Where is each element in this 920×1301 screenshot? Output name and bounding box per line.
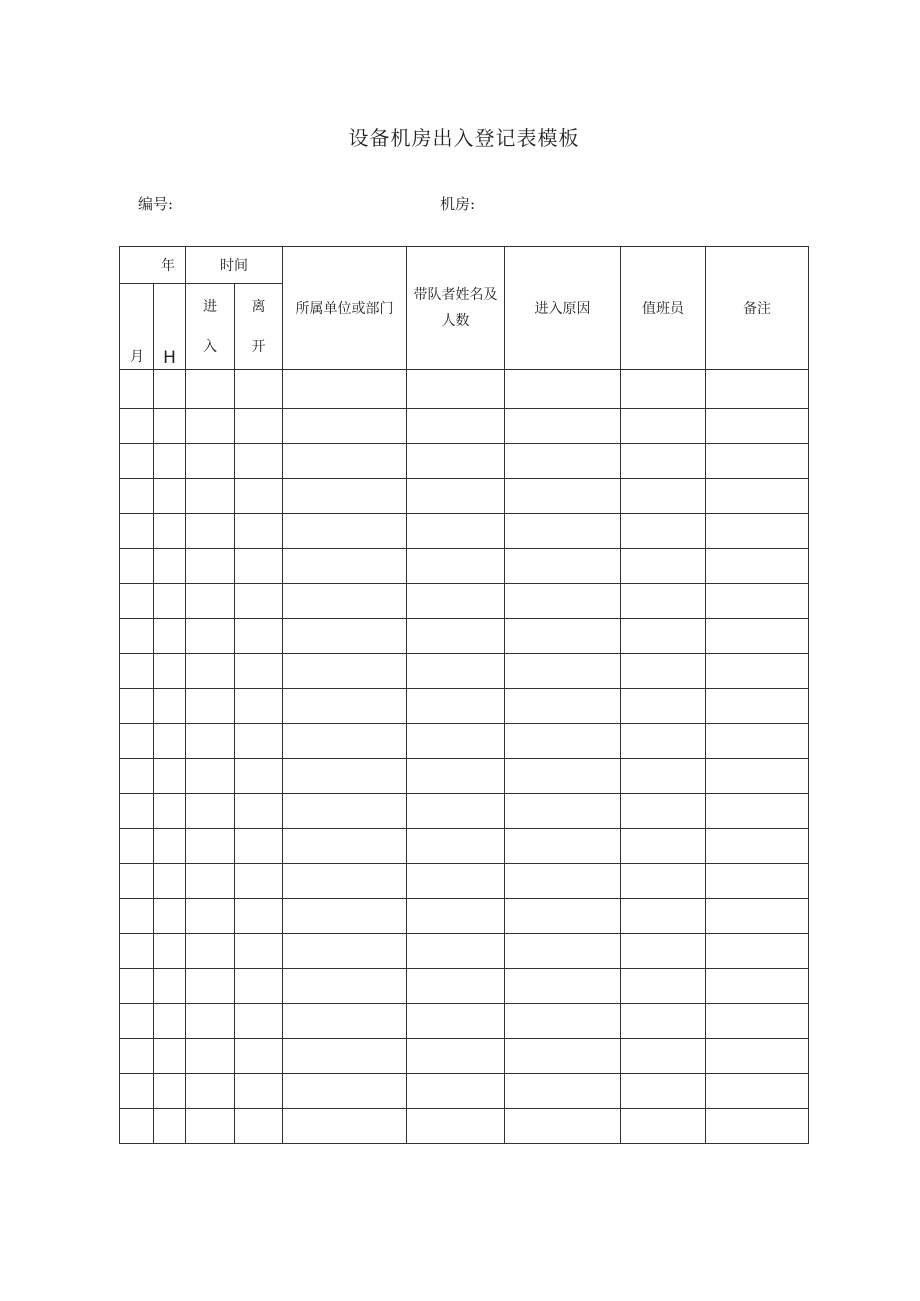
table-cell[interactable]: [186, 689, 235, 724]
table-cell[interactable]: [407, 899, 505, 934]
table-cell[interactable]: [235, 969, 283, 1004]
table-row: [120, 1039, 809, 1074]
table-cell[interactable]: [120, 794, 154, 829]
table-cell[interactable]: [621, 724, 706, 759]
table-cell[interactable]: [407, 864, 505, 899]
table-cell[interactable]: [621, 1039, 706, 1074]
table-cell[interactable]: [154, 479, 186, 514]
table-cell[interactable]: [407, 724, 505, 759]
table-cell[interactable]: [621, 549, 706, 584]
leave-header: 离开: [235, 284, 283, 370]
table-row: [120, 619, 809, 654]
table-cell[interactable]: [154, 619, 186, 654]
table-cell[interactable]: [120, 444, 154, 479]
table-cell[interactable]: [120, 370, 154, 409]
table-cell[interactable]: [706, 479, 809, 514]
table-cell[interactable]: [283, 829, 407, 864]
table-cell[interactable]: [621, 409, 706, 444]
table-cell[interactable]: [283, 549, 407, 584]
number-label: 编号:: [138, 195, 174, 213]
table-cell[interactable]: [235, 934, 283, 969]
table-cell[interactable]: [706, 370, 809, 409]
table-cell[interactable]: [154, 1004, 186, 1039]
table-cell[interactable]: [407, 829, 505, 864]
table-cell[interactable]: [621, 654, 706, 689]
table-cell[interactable]: [505, 899, 621, 934]
duty-header: 值班员: [621, 247, 706, 370]
table-cell[interactable]: [706, 969, 809, 1004]
table-cell[interactable]: [505, 829, 621, 864]
table-cell[interactable]: [235, 1074, 283, 1109]
table-cell[interactable]: [621, 934, 706, 969]
table-cell[interactable]: [505, 1074, 621, 1109]
table-cell[interactable]: [706, 514, 809, 549]
table-row: [120, 444, 809, 479]
table-cell[interactable]: [186, 479, 235, 514]
table-row: [120, 1004, 809, 1039]
table-cell[interactable]: [505, 1004, 621, 1039]
table-cell[interactable]: [120, 759, 154, 794]
table-cell[interactable]: [120, 864, 154, 899]
table-cell[interactable]: [120, 1004, 154, 1039]
table-row: [120, 794, 809, 829]
table-cell[interactable]: [621, 479, 706, 514]
day-header: H: [154, 284, 186, 370]
table-cell[interactable]: [407, 584, 505, 619]
department-header: 所属单位或部门: [283, 247, 407, 370]
table-cell[interactable]: [407, 549, 505, 584]
table-cell[interactable]: [235, 584, 283, 619]
table-row: [120, 864, 809, 899]
table-row: [120, 654, 809, 689]
table-cell[interactable]: [706, 1074, 809, 1109]
month-header: 月: [120, 284, 154, 370]
table-cell[interactable]: [407, 969, 505, 1004]
table-cell[interactable]: [706, 654, 809, 689]
table-cell[interactable]: [154, 829, 186, 864]
table-cell[interactable]: [154, 759, 186, 794]
table-cell[interactable]: [186, 409, 235, 444]
table-cell[interactable]: [505, 370, 621, 409]
table-cell[interactable]: [407, 934, 505, 969]
table-cell[interactable]: [186, 899, 235, 934]
table-cell[interactable]: [120, 479, 154, 514]
table-cell[interactable]: [235, 619, 283, 654]
table-cell[interactable]: [154, 1039, 186, 1074]
table-cell[interactable]: [706, 794, 809, 829]
table-cell[interactable]: [621, 370, 706, 409]
table-cell[interactable]: [235, 444, 283, 479]
reason-header: 进入原因: [505, 247, 621, 370]
table-cell[interactable]: [706, 724, 809, 759]
table-cell[interactable]: [235, 794, 283, 829]
table-cell[interactable]: [706, 759, 809, 794]
table-cell[interactable]: [154, 724, 186, 759]
header-row-1: [120, 247, 809, 284]
table-cell[interactable]: [154, 899, 186, 934]
table-cell[interactable]: [186, 549, 235, 584]
table-cell[interactable]: [235, 370, 283, 409]
table-cell[interactable]: [407, 1109, 505, 1144]
table-cell[interactable]: [706, 409, 809, 444]
table-cell[interactable]: [505, 479, 621, 514]
table-row: [120, 724, 809, 759]
table-cell[interactable]: [120, 934, 154, 969]
table-cell[interactable]: [407, 654, 505, 689]
table-cell[interactable]: [154, 654, 186, 689]
table-cell[interactable]: [283, 1109, 407, 1144]
table-cell[interactable]: [120, 619, 154, 654]
table-cell[interactable]: [505, 794, 621, 829]
table-cell[interactable]: [120, 1109, 154, 1144]
table-cell[interactable]: [186, 370, 235, 409]
table-row: [120, 584, 809, 619]
table-cell[interactable]: [186, 724, 235, 759]
table-cell[interactable]: [706, 549, 809, 584]
table-cell[interactable]: [154, 794, 186, 829]
table-cell[interactable]: [154, 444, 186, 479]
table-cell[interactable]: [283, 1039, 407, 1074]
table-cell[interactable]: [621, 969, 706, 1004]
table-cell[interactable]: [154, 370, 186, 409]
table-cell[interactable]: [120, 654, 154, 689]
table-cell[interactable]: [283, 794, 407, 829]
table-cell[interactable]: [120, 829, 154, 864]
table-cell[interactable]: [505, 969, 621, 1004]
table-cell[interactable]: [186, 829, 235, 864]
table-cell[interactable]: [407, 689, 505, 724]
table-cell[interactable]: [186, 1109, 235, 1144]
table-row: [120, 899, 809, 934]
table-row: [120, 370, 809, 409]
table-row: [120, 1109, 809, 1144]
table-cell[interactable]: [505, 444, 621, 479]
table-cell[interactable]: [120, 514, 154, 549]
table-cell[interactable]: [235, 514, 283, 549]
table-cell[interactable]: [154, 514, 186, 549]
table-cell[interactable]: [706, 689, 809, 724]
table-cell[interactable]: [186, 934, 235, 969]
table-cell[interactable]: [283, 479, 407, 514]
table-cell[interactable]: [120, 409, 154, 444]
table-cell[interactable]: [283, 619, 407, 654]
table-cell[interactable]: [120, 899, 154, 934]
table-cell[interactable]: [283, 759, 407, 794]
table-cell[interactable]: [621, 794, 706, 829]
table-cell[interactable]: [505, 759, 621, 794]
table-cell[interactable]: [505, 934, 621, 969]
table-cell[interactable]: [283, 1074, 407, 1109]
table-cell[interactable]: [621, 829, 706, 864]
table-cell[interactable]: [706, 1039, 809, 1074]
table-cell[interactable]: [706, 619, 809, 654]
table-cell[interactable]: [283, 689, 407, 724]
table-cell[interactable]: [621, 1074, 706, 1109]
table-cell[interactable]: [235, 759, 283, 794]
table-cell[interactable]: [186, 444, 235, 479]
table-cell[interactable]: [235, 549, 283, 584]
table-cell[interactable]: [621, 899, 706, 934]
table-cell[interactable]: [505, 724, 621, 759]
table-cell[interactable]: [120, 1074, 154, 1109]
table-row: [120, 549, 809, 584]
room-label: 机房:: [440, 195, 476, 213]
table-cell[interactable]: [283, 654, 407, 689]
table-cell[interactable]: [283, 1004, 407, 1039]
table-cell[interactable]: [283, 724, 407, 759]
table-cell[interactable]: [706, 899, 809, 934]
table-cell[interactable]: [505, 654, 621, 689]
table-cell[interactable]: [283, 409, 407, 444]
page-title: 设备机房出入登记表模板: [348, 126, 580, 150]
table-cell[interactable]: [154, 934, 186, 969]
table-cell[interactable]: [186, 654, 235, 689]
table-cell[interactable]: [621, 1109, 706, 1144]
table-cell[interactable]: [154, 584, 186, 619]
table-cell[interactable]: [621, 1004, 706, 1039]
table-cell[interactable]: [154, 689, 186, 724]
table-cell[interactable]: [621, 584, 706, 619]
enter-header: 进入: [186, 284, 235, 370]
table-cell[interactable]: [706, 829, 809, 864]
table-cell[interactable]: [407, 409, 505, 444]
year-header: 年: [120, 247, 186, 284]
table-cell[interactable]: [186, 1074, 235, 1109]
table-row: [120, 1074, 809, 1109]
table-cell[interactable]: [407, 794, 505, 829]
table-cell[interactable]: [407, 370, 505, 409]
table-cell[interactable]: [407, 514, 505, 549]
table-cell[interactable]: [621, 689, 706, 724]
table-row: [120, 689, 809, 724]
table-cell[interactable]: [186, 1004, 235, 1039]
table-cell[interactable]: [186, 759, 235, 794]
table-cell[interactable]: [283, 899, 407, 934]
table-cell[interactable]: [706, 444, 809, 479]
table-cell[interactable]: [235, 1039, 283, 1074]
table-cell[interactable]: [283, 864, 407, 899]
table-row: [120, 829, 809, 864]
table-cell[interactable]: [186, 864, 235, 899]
table-cell[interactable]: [407, 1039, 505, 1074]
table-cell[interactable]: [235, 654, 283, 689]
table-cell[interactable]: [235, 1004, 283, 1039]
table-cell[interactable]: [706, 934, 809, 969]
table-cell[interactable]: [120, 724, 154, 759]
table-cell[interactable]: [621, 619, 706, 654]
table-cell[interactable]: [706, 1004, 809, 1039]
table-cell[interactable]: [505, 549, 621, 584]
table-cell[interactable]: [154, 864, 186, 899]
table-cell[interactable]: [706, 864, 809, 899]
table-cell[interactable]: [186, 794, 235, 829]
table-cell[interactable]: [186, 1039, 235, 1074]
table-cell[interactable]: [505, 1039, 621, 1074]
table-cell[interactable]: [283, 934, 407, 969]
table-cell[interactable]: [505, 689, 621, 724]
table-cell[interactable]: [283, 514, 407, 549]
table-cell[interactable]: [407, 1074, 505, 1109]
table-cell[interactable]: [283, 969, 407, 1004]
table-cell[interactable]: [120, 1039, 154, 1074]
table-cell[interactable]: [621, 514, 706, 549]
table-cell[interactable]: [505, 409, 621, 444]
table-cell[interactable]: [505, 584, 621, 619]
table-cell[interactable]: [120, 689, 154, 724]
table-cell[interactable]: [621, 864, 706, 899]
table-cell[interactable]: [186, 514, 235, 549]
table-cell[interactable]: [120, 584, 154, 619]
table-cell[interactable]: [154, 1074, 186, 1109]
table-cell[interactable]: [235, 829, 283, 864]
table-cell[interactable]: [283, 584, 407, 619]
table-cell[interactable]: [186, 584, 235, 619]
table-cell[interactable]: [235, 1109, 283, 1144]
table-cell[interactable]: [407, 479, 505, 514]
table-row: [120, 409, 809, 444]
table-cell[interactable]: [235, 864, 283, 899]
table-cell[interactable]: [407, 619, 505, 654]
table-cell[interactable]: [706, 1109, 809, 1144]
table-row: [120, 479, 809, 514]
table-cell[interactable]: [505, 619, 621, 654]
table-cell[interactable]: [154, 549, 186, 584]
table-cell[interactable]: [235, 409, 283, 444]
time-header: 时间: [186, 247, 283, 284]
table-cell[interactable]: [154, 969, 186, 1004]
entry-log-table: [119, 246, 809, 1144]
table-row: [120, 759, 809, 794]
table-cell[interactable]: [235, 479, 283, 514]
table-cell[interactable]: [407, 1004, 505, 1039]
table-cell[interactable]: [505, 1109, 621, 1144]
table-row: [120, 969, 809, 1004]
table-cell[interactable]: [120, 549, 154, 584]
remarks-header: 备注: [706, 247, 809, 370]
table-cell[interactable]: [621, 444, 706, 479]
table-cell[interactable]: [505, 514, 621, 549]
table-cell[interactable]: [505, 864, 621, 899]
leader-header: 带队者姓名及人数: [407, 247, 505, 370]
table-cell[interactable]: [235, 899, 283, 934]
table-cell[interactable]: [283, 370, 407, 409]
table-cell[interactable]: [407, 759, 505, 794]
table-cell[interactable]: [120, 969, 154, 1004]
table-cell[interactable]: [283, 444, 407, 479]
table-cell[interactable]: [186, 619, 235, 654]
table-row: [120, 514, 809, 549]
table-cell[interactable]: [235, 724, 283, 759]
table-cell[interactable]: [235, 689, 283, 724]
table-cell[interactable]: [154, 409, 186, 444]
table-cell[interactable]: [186, 969, 235, 1004]
table-cell[interactable]: [706, 584, 809, 619]
table-cell[interactable]: [154, 1109, 186, 1144]
table-cell[interactable]: [621, 759, 706, 794]
table-row: [120, 934, 809, 969]
table-cell[interactable]: [407, 444, 505, 479]
